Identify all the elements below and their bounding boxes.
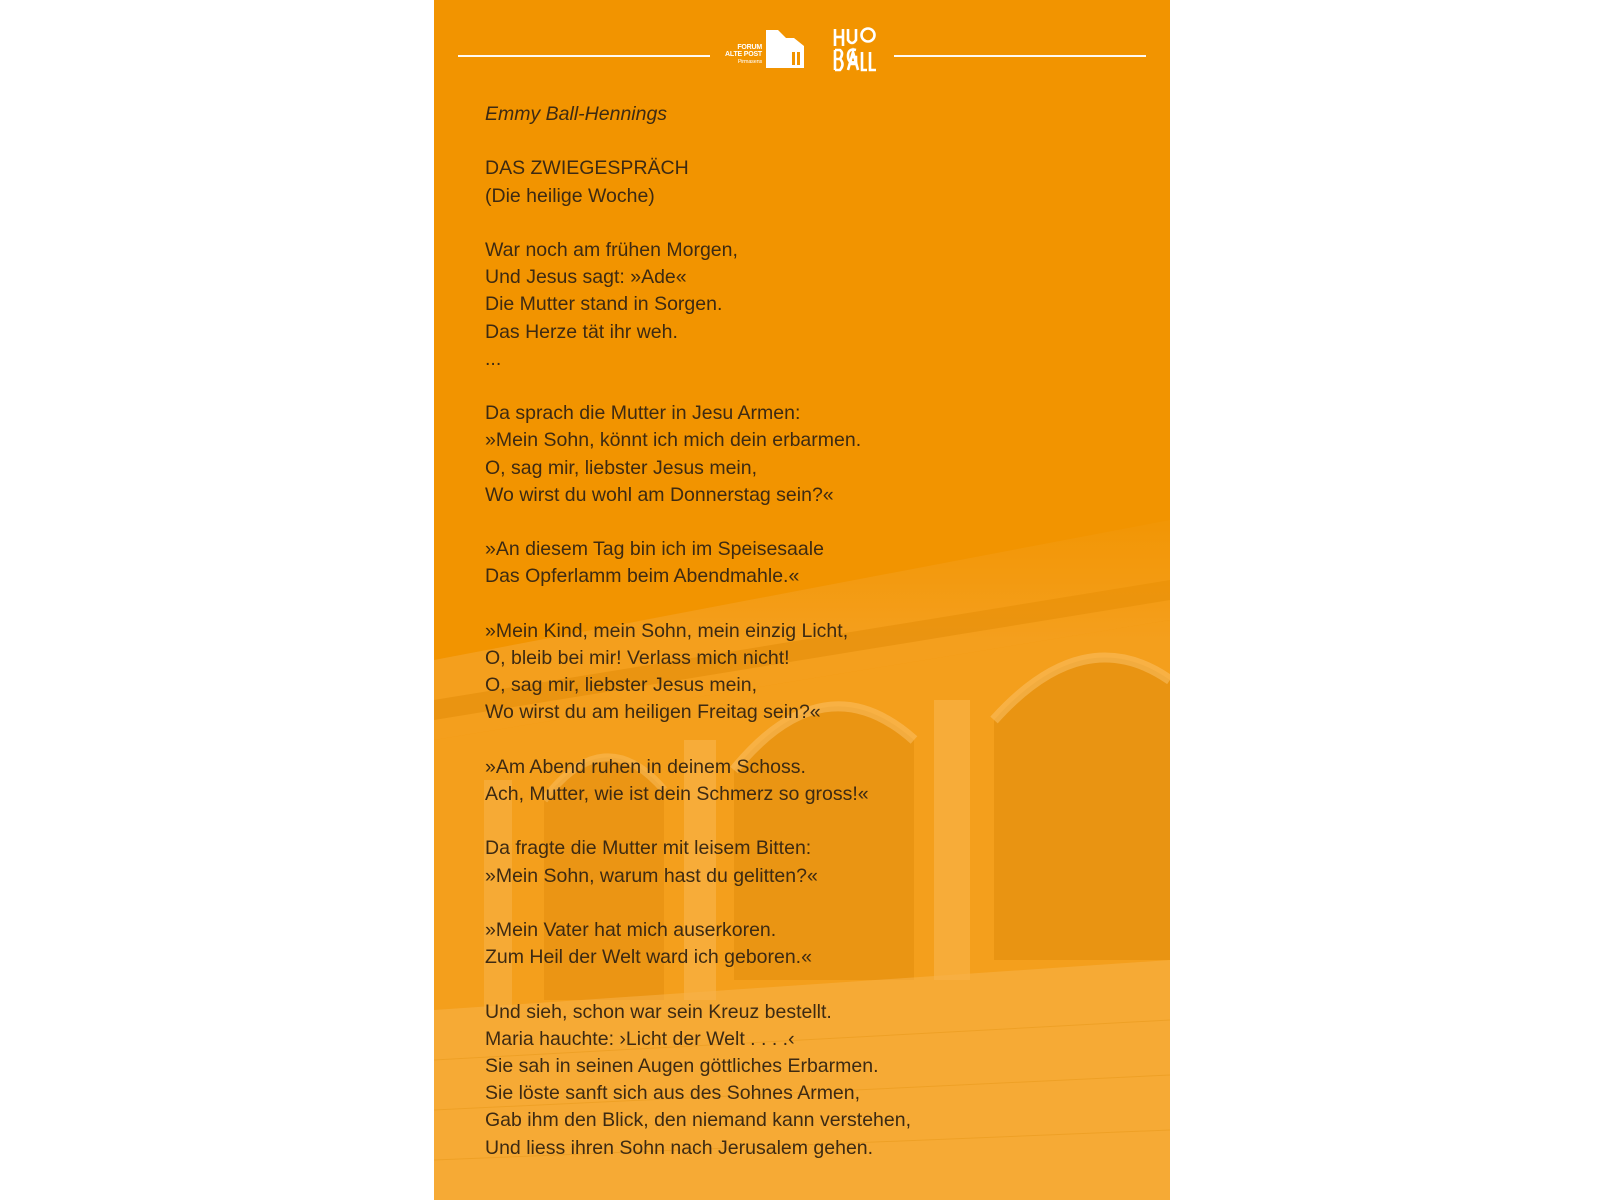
poem-line: O, sag mir, liebster Jesus mein, bbox=[485, 674, 758, 697]
poem-line: Zum Heil der Welt ward ich geboren.« bbox=[485, 946, 812, 969]
poem-line: Das Herze tät ihr weh. bbox=[485, 320, 678, 343]
hugo-ball-logo bbox=[832, 26, 878, 72]
poem-author: Emmy Ball-Hennings bbox=[485, 103, 668, 125]
poem-title: DAS ZWIEGESPRÄCH bbox=[485, 157, 689, 180]
header-rule-right bbox=[894, 55, 1146, 57]
poem-line: »Mein Kind, mein Sohn, mein einzig Licht, bbox=[485, 619, 849, 642]
forum-logo-line-3: Pirmasens bbox=[737, 59, 762, 65]
poem-line: »An diesem Tag bin ich im Speisesaale bbox=[485, 538, 824, 561]
poem-line: Und liess ihren Sohn nach Jerusalem gehen. bbox=[485, 1136, 874, 1159]
poem-line: Ach, Mutter, wie ist dein Schmerz so gross!« bbox=[485, 782, 869, 805]
poem-line: Und sieh, schon war sein Kreuz bestellt. bbox=[485, 1000, 832, 1023]
poem-line: War noch am frühen Morgen, bbox=[485, 238, 738, 261]
poem-text bbox=[485, 101, 1125, 1162]
building-icon bbox=[764, 28, 806, 68]
poem-line: O, bleib bei mir! Verlass mich nicht! bbox=[485, 646, 790, 669]
poem-line: »Mein Sohn, warum hast du gelitten?« bbox=[485, 864, 818, 887]
poem-line: O, sag mir, liebster Jesus mein, bbox=[485, 456, 758, 479]
poem-line: Die Mutter stand in Sorgen. bbox=[485, 293, 723, 316]
poem-line: Da fragte die Mutter mit leisem Bitten: bbox=[485, 837, 812, 860]
poem-poster bbox=[434, 0, 1170, 1200]
poem-line: ... bbox=[485, 347, 502, 370]
poem-line: »Mein Sohn, könnt ich mich dein erbarmen. bbox=[485, 429, 862, 452]
poem-line: »Mein Vater hat mich auserkoren. bbox=[485, 918, 777, 941]
poem-line: Da sprach die Mutter in Jesu Armen: bbox=[485, 402, 801, 425]
poem-line: Und Jesus sagt: »Ade« bbox=[485, 266, 687, 289]
forum-alte-post-logo bbox=[724, 26, 806, 70]
forum-logo-line-1: FORUM bbox=[737, 44, 762, 51]
poem-subtitle: (Die heilige Woche) bbox=[485, 184, 655, 207]
poem-line: Maria hauchte: ›Licht der Welt . . . .‹ bbox=[485, 1027, 795, 1050]
forum-logo-line-2: ALTE POST bbox=[725, 51, 762, 58]
poem-line: »Am Abend ruhen in deinem Schoss. bbox=[485, 755, 806, 778]
header-rule-left bbox=[458, 55, 710, 57]
poem-line: Sie löste sanft sich aus des Sohnes Armen, bbox=[485, 1082, 861, 1105]
poem-line: Wo wirst du am heiligen Freitag sein?« bbox=[485, 701, 821, 724]
poem-line: Wo wirst du wohl am Donnerstag sein?« bbox=[485, 483, 834, 506]
poem-line: Sie sah in seinen Augen göttliches Erbarmen. bbox=[485, 1054, 879, 1077]
poem-line: Gab ihm den Blick, den niemand kann verstehen, bbox=[485, 1109, 912, 1132]
poem-line: Das Opferlamm beim Abendmahle.« bbox=[485, 565, 800, 588]
